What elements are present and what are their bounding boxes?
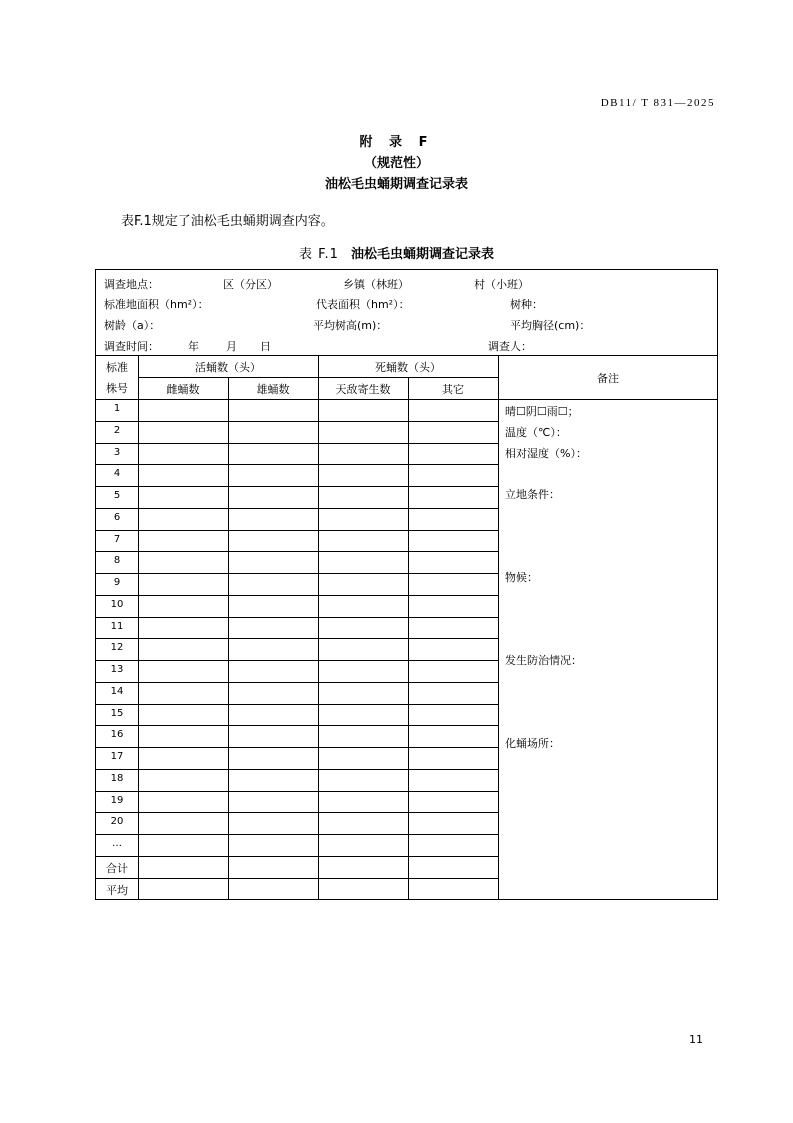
row-divider (96, 486, 498, 487)
remark-phenology: 物候： (505, 571, 538, 584)
row-divider (96, 551, 498, 552)
row-label: 7 (113, 533, 121, 545)
row-divider (96, 747, 498, 748)
remark-humidity: 相对湿度（%）： (505, 447, 587, 460)
row-label: 16 (110, 729, 124, 741)
month-label: 月 (226, 340, 237, 353)
row-label: … (112, 838, 122, 849)
info-row-area (96, 292, 717, 312)
row-label: 1 (113, 403, 121, 414)
row-label: 12 (110, 642, 124, 654)
plot-area-label: 标准地面积（hm²）： (104, 298, 209, 311)
row-divider (96, 443, 498, 444)
row-label: 8 (113, 555, 121, 567)
appendix-name: 油松毛虫蛹期调查记录表 (324, 177, 468, 192)
table-caption-number: 表 F.1 (299, 247, 339, 262)
row-label: 合计 (106, 861, 128, 875)
day-label: 日 (260, 340, 271, 353)
row-divider (96, 834, 498, 835)
header-other: 其它 (442, 383, 464, 396)
survey-record-table (95, 269, 718, 900)
column-divider (318, 355, 319, 899)
info-row-location (96, 272, 717, 292)
row-label: 3 (113, 446, 121, 458)
row-divider (96, 856, 498, 857)
column-divider (138, 355, 139, 899)
row-label: 20 (110, 816, 124, 828)
row-label: 11 (110, 620, 124, 632)
header-male: 雄蛹数 (256, 383, 290, 396)
row-divider (96, 725, 498, 726)
age-label: 树龄（a）： (104, 319, 161, 332)
row-label: 15 (110, 707, 124, 719)
remark-weather: 晴☐阴☐雨☐； (505, 405, 579, 418)
year-label: 年 (188, 340, 199, 353)
row-divider (96, 812, 498, 813)
remark-site: 立地条件： (505, 488, 560, 501)
species-label: 树种： (510, 298, 543, 311)
location-label: 调查地点： (104, 278, 159, 291)
header-dead: 死蛹数（头） (375, 361, 441, 374)
row-label: 平均 (106, 883, 128, 897)
row-label: 9 (113, 577, 121, 588)
page-number: 11 (689, 1033, 703, 1046)
row-label: 10 (110, 598, 124, 610)
row-label: 13 (110, 664, 124, 675)
table-caption-title: 油松毛虫蛹期调查记录表 (350, 247, 494, 262)
row-divider (96, 791, 498, 792)
row-label: 6 (113, 511, 121, 523)
row-divider (96, 573, 498, 574)
row-divider (96, 682, 498, 683)
header-top-line (96, 355, 717, 356)
row-divider (96, 660, 498, 661)
date-label: 调查时间： (104, 340, 159, 353)
village-label: 村（小班） (474, 278, 529, 291)
row-label: 19 (110, 794, 124, 806)
row-divider (96, 704, 498, 705)
avg-dbh-label: 平均胸径(cm)： (510, 319, 591, 332)
header-alive: 活蛹数（头） (195, 361, 261, 374)
column-divider (498, 355, 499, 899)
row-divider (96, 464, 498, 465)
surveyor-label: 调查人： (488, 340, 532, 353)
remark-temperature: 温度（℃）： (505, 426, 567, 439)
avg-height-label: 平均树高(m)： (313, 319, 388, 332)
remark-control: 发生防治情况： (505, 654, 582, 667)
row-divider (96, 638, 498, 639)
info-row-tree (96, 313, 717, 333)
row-label: 4 (113, 468, 121, 480)
row-label: 2 (113, 424, 121, 436)
appendix-title: 附 录 F (359, 135, 434, 150)
row-divider (96, 595, 498, 596)
info-row-date (96, 334, 717, 354)
rep-area-label: 代表面积（hm²）： (316, 298, 410, 311)
row-divider (96, 769, 498, 770)
remark-pupation: 化蛹场所： (505, 737, 560, 750)
document-code: DB11/ T 831—2025 (600, 97, 715, 109)
row-divider (96, 421, 498, 422)
header-remark: 备注 (597, 372, 619, 385)
appendix-subtitle: （规范性） (363, 156, 429, 171)
header-female: 雌蛹数 (166, 383, 200, 396)
row-divider (96, 530, 498, 531)
row-divider (96, 878, 498, 879)
row-label: 14 (110, 685, 124, 697)
row-label: 5 (113, 490, 121, 501)
intro-text: 表F.1规定了油松毛虫蛹期调查内容。 (121, 214, 334, 229)
header-plant-no: 株号 (106, 382, 128, 395)
row-label: 18 (110, 772, 124, 784)
row-divider (96, 617, 498, 618)
table-caption (0, 243, 793, 262)
row-divider (96, 508, 498, 509)
body-top-line (96, 399, 717, 400)
town-label: 乡镇（林班） (343, 278, 409, 291)
header-std: 标准 (106, 361, 128, 374)
header-parasite: 天敌寄生数 (335, 383, 391, 396)
district-label: 区（分区） (223, 278, 278, 291)
row-label: 17 (110, 751, 124, 762)
